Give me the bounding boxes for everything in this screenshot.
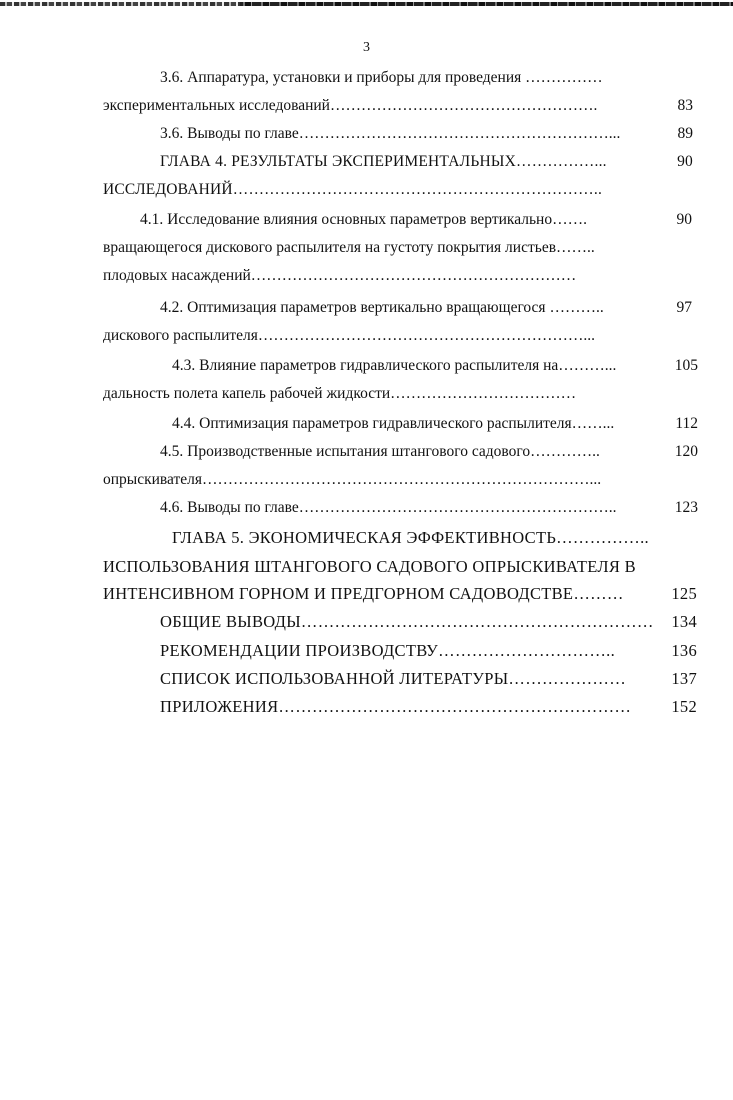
toc-entry-text: ОБЩИЕ ВЫВОДЫ……………………………………………………… [160,612,654,631]
toc-entry-text: 4.1. Исследование влияния основных параметров вертикально……. [140,211,587,228]
toc-entry [160,438,698,466]
toc-entry-text: ИНТЕНСИВНОМ ГОРНОМ И ПРЕДГОРНОМ САДОВОДСТВЕ……… [103,584,624,603]
toc-entry-text: вращающегося дискового распылителя на густоту покрытия листьев…….. [103,239,595,256]
toc-entry [103,262,663,290]
toc-section-heading [160,693,697,721]
toc-page-number: 134 [671,612,697,631]
toc-entry [103,322,663,350]
toc-page-number: 97 [676,299,692,316]
toc-page-number: 83 [677,97,693,114]
toc-entry [140,206,692,234]
toc-page-number: 123 [674,499,698,516]
toc-page-number: 137 [671,669,697,688]
toc-entry-text: РЕКОМЕНДАЦИИ ПРОИЗВОДСТВУ………………………….. [160,641,616,660]
scan-edge-artifact-left [0,2,240,6]
toc-entry [103,380,663,408]
toc-chapter-heading [103,553,693,581]
toc-entry-text: СПИСОК ИСПОЛЬЗОВАННОЙ ЛИТЕРАТУРЫ………………… [160,669,627,688]
toc-section-heading [160,637,697,665]
toc-entry-text: экспериментальных исследований……………………………………………. [103,97,598,114]
toc-entry-text: 4.5. Производственные испытания штангового садового………….. [160,443,600,460]
toc-entry-text: ИССЛЕДОВАНИЙ…………………………………………………………….. [103,181,603,198]
toc-page-number: 152 [671,697,697,716]
toc-entry [160,294,692,322]
toc-entry-text: 4.2. Оптимизация параметров вертикально вращающегося ……….. [160,299,604,316]
toc-entry-text: 3.6. Аппаратура, установки и приборы для проведения …………… [160,69,603,86]
toc-page-number: 90 [677,153,693,170]
toc-entry-text: дискового распылителя………………………………………………………... [103,327,596,344]
toc-chapter-heading [172,524,672,552]
toc-page-number: 136 [671,641,697,660]
toc-entry-text: ПРИЛОЖЕНИЯ……………………………………………………… [160,697,632,716]
toc-entry-text: 4.6. Выводы по главе…………………………………………………….. [160,499,617,516]
toc-page-number: 89 [677,125,693,142]
toc-entry [172,352,698,380]
toc-entry-text: плодовых насаждений……………………………………………………… [103,267,577,284]
toc-entry-text: 4.3. Влияние параметров гидравлического распылителя на………... [172,357,617,374]
toc-page-number: 120 [674,443,698,460]
toc-chapter-heading [103,176,663,204]
toc-entry [103,92,693,120]
toc-chapter-heading [103,580,697,608]
toc-entry-text: опрыскивателя…………………………………………………………………... [103,471,602,488]
toc-page-number: 90 [676,211,692,228]
toc-entry [172,410,698,438]
toc-entry-text: ГЛАВА 4. РЕЗУЛЬТАТЫ ЭКСПЕРИМЕНТАЛЬНЫХ……………... [160,153,607,170]
page-number: 3 [363,40,370,55]
toc-entry-text: ГЛАВА 5. ЭКОНОМИЧЕСКАЯ ЭФФЕКТИВНОСТЬ…………….. [172,528,649,547]
toc-entry-text: дальность полета капель рабочей жидкости……………………………… [103,385,577,402]
toc-entry [160,64,650,92]
toc-entry-text: 3.6. Выводы по главе……………………………………………………... [160,125,621,142]
toc-section-heading [160,665,697,693]
toc-page-number: 125 [671,584,697,603]
toc-entry [160,494,698,522]
toc-entry-text: 4.4. Оптимизация параметров гидравлического распылителя……... [172,415,615,432]
toc-entry [103,466,663,494]
toc-page-number: 112 [675,415,698,432]
toc-entry [160,120,693,148]
toc-section-heading [160,608,697,636]
toc-chapter-heading [160,148,693,176]
toc-page-number: 105 [674,357,698,374]
toc-entry [103,234,663,262]
toc-entry-text: ИСПОЛЬЗОВАНИЯ ШТАНГОВОГО САДОВОГО ОПРЫСКИВАТЕЛЯ В [103,557,636,576]
